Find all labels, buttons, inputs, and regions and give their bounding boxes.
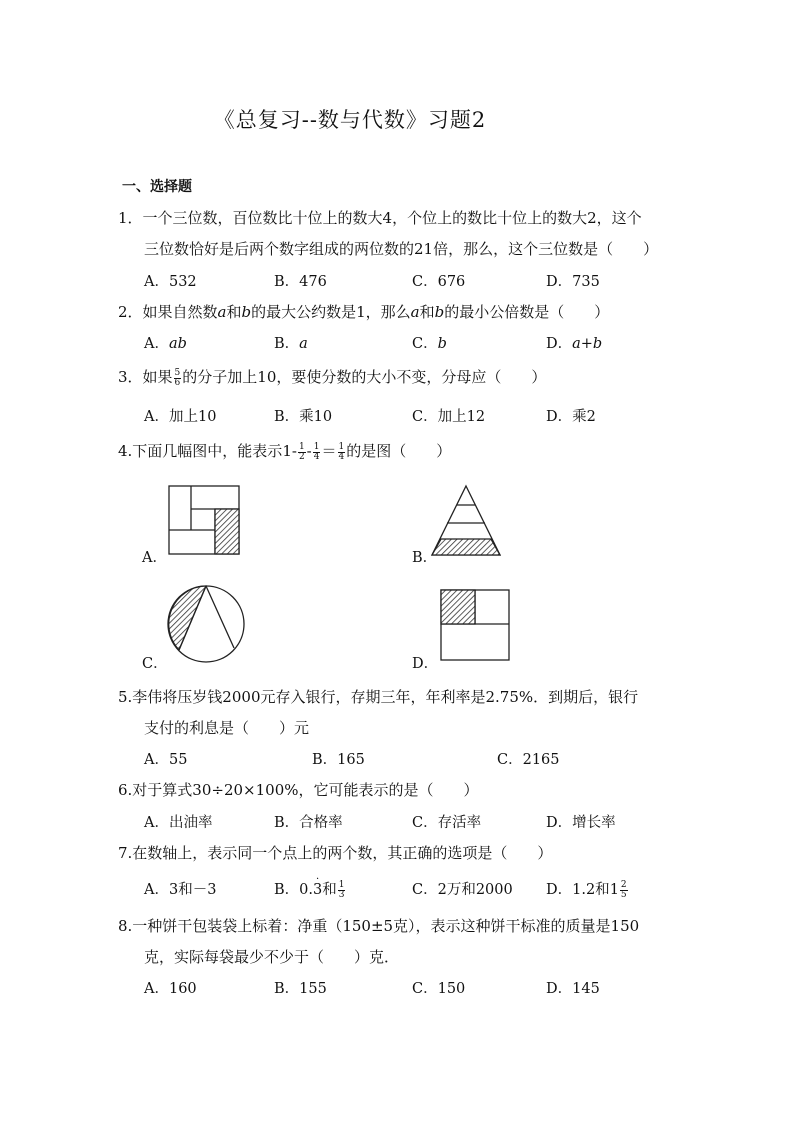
q8-line2: 克，实际每袋最少不少于（ ）克． [144,948,400,966]
q5-line1: 5.李伟将压岁钱2000元存入银行，存期三年，年利率是2.75%．到期后，银行 [118,688,639,706]
q3-fraction: $\frac{5}{6}$ [174,367,181,388]
figure-a-squares[interactable] [169,486,239,554]
q3-option-b[interactable]: B．乘10 [274,409,333,425]
figure-d-rectangle[interactable] [441,590,509,660]
page-title: 《总复习--数与代数》习题2 [213,108,487,132]
q7-option-c[interactable]: C．2万和2000 [412,882,513,898]
q5-option-c[interactable]: C．2165 [497,752,560,768]
q8-option-d[interactable]: D．145 [546,981,600,997]
q8-option-a[interactable]: A．160 [144,981,197,997]
q1-option-b[interactable]: B．476 [274,274,327,290]
q8-option-b[interactable]: B．155 [274,981,327,997]
q5-option-a[interactable]: A．55 [144,752,188,768]
repeating-dot: · [316,874,320,885]
q8-line1: 8.一种饼干包装袋上标着：净重（150±5克），表示这种饼干标准的质量是150 [118,917,640,935]
q6-option-b[interactable]: B．合格率 [274,815,343,831]
section-heading: 一、选择题 [122,179,192,195]
q2-option-c[interactable]: C．b [412,336,447,352]
q7-option-b[interactable]: B．0. · 3和 $\frac{1}{3}$ [274,874,345,900]
q1-option-c[interactable]: C．676 [412,274,466,290]
q1-line2: 三位数恰好是后两个数字组成的两位数的21倍，那么，这个三位数是（ ） [144,240,659,258]
q5-line2: 支付的利息是（ ）元 [144,719,310,737]
q2-option-d[interactable]: D．a+b [546,336,603,352]
q5-option-b[interactable]: B．165 [312,752,365,768]
q1-option-a[interactable]: A．532 [144,274,197,290]
q3-option-d[interactable]: D．乘2 [546,409,596,425]
q3-option-c[interactable]: C．加上12 [412,409,486,425]
q7-option-d[interactable]: D．1.2和1 $\frac{2}{5}$ [546,879,627,900]
q6-option-a[interactable]: A．出油率 [144,815,213,831]
q4-label-d[interactable]: D． [412,656,439,672]
q2-option-a[interactable]: A．ab [144,336,187,352]
figure-c-circle[interactable] [168,586,244,662]
q7-stem: 7.在数轴上，表示同一个点上的两个数，其正确的选项是（ ） [118,844,553,862]
q3-option-a[interactable]: A．加上10 [144,409,217,425]
q2-option-b[interactable]: B．a [274,336,308,352]
q7-option-a[interactable]: A．3和－3 [144,882,217,898]
figure-b-triangle[interactable] [432,486,500,555]
q8-option-c[interactable]: C．150 [412,981,466,997]
q4-stem: 4.下面几幅图中，能表示1- $\frac{1}{2}$ - $\frac{1}{4}$ ＝ $\frac{1}{4}$ 的是图（ ） [118,441,452,462]
q6-option-c[interactable]: C．存活率 [412,815,482,831]
q6-stem: 6.对于算式30÷20×100%，它可能表示的是（ ） [118,781,479,799]
q2-stem: 2．如果自然数a和b的最大公约数是1，那么a和b的最小公倍数是（ ） [118,303,610,321]
q4-label-a[interactable]: A． [142,550,167,566]
q1-line1: 1．一个三位数，百位数比十位上的数大4，个位上的数比十位上的数大2，这个 [118,209,642,227]
q6-option-d[interactable]: D．增长率 [546,815,616,831]
q3-stem: 3．如果 $\frac{5}{6}$ 的分子加上10，要使分数的大小不变，分母应（ ） [118,367,547,388]
q4-label-c[interactable]: C． [142,656,168,672]
q4-label-b[interactable]: B． [412,550,438,566]
q1-option-d[interactable]: D．735 [546,274,600,290]
